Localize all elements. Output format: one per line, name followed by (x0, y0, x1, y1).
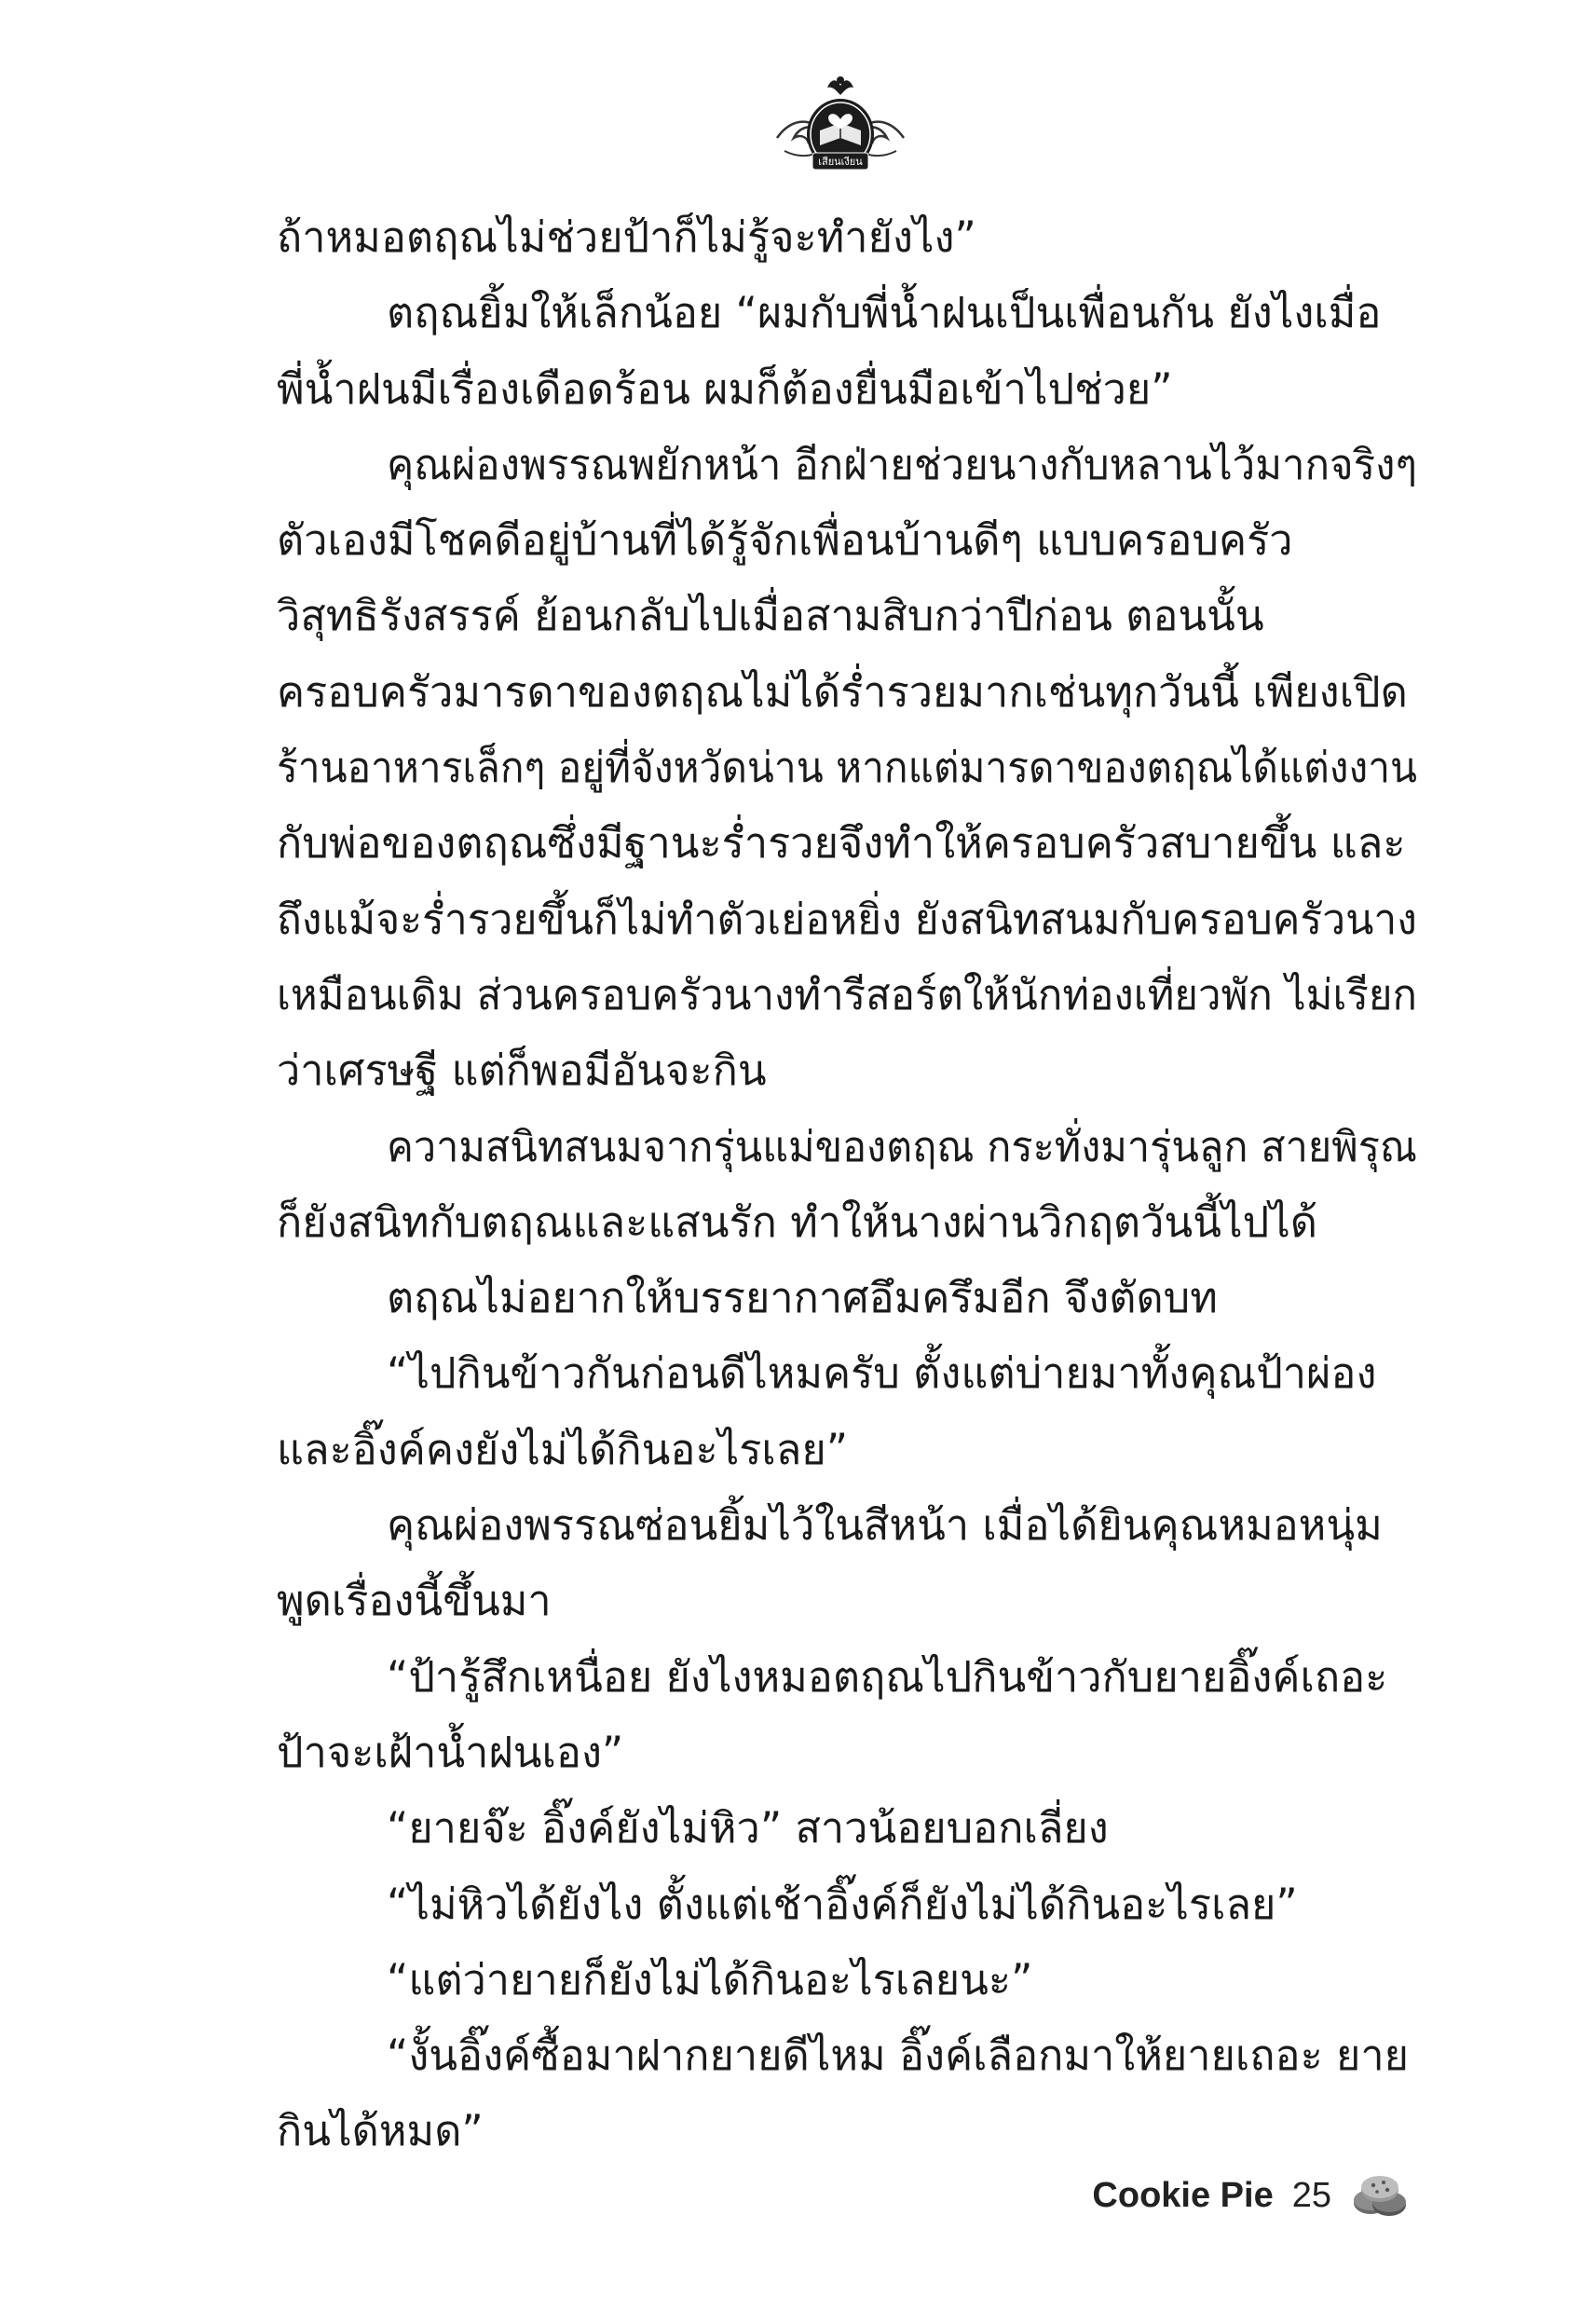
text-line: และอิ๊งค์คงยังไม่ได้กินอะไรเลย” (277, 1424, 849, 1474)
text-line: “ป้ารู้สึกเหนื่อย ยังไงหมอตฤณไปกินข้าวกับยายอิ๊งค์เถอะ (387, 1651, 1388, 1702)
ornamental-crest-icon (771, 73, 909, 177)
text-line: คุณผ่องพรรณซ่อนยิ้มไว้ในสีหน้า เมื่อได้ยินคุณหมอหนุ่ม (387, 1500, 1383, 1551)
footer-title: Cookie Pie (1092, 2175, 1274, 2215)
text-line: ก็ยังสนิทกับตฤณและแสนรัก ทำให้นางผ่านวิกฤตวันนี้ไปได้ (277, 1197, 1318, 1247)
text-line: ถ้าหมอตฤณไม่ช่วยป้าก็ไม่รู้จะทำยังไง” (277, 212, 976, 262)
text-line: ตัวเองมีโชคดีอยู่บ้านที่ได้รู้จักเพื่อนบ้านดีๆ แบบครอบครัว (277, 515, 1293, 566)
text-line: ร้านอาหารเล็กๆ อยู่ที่จังหวัดน่าน หากแต่มารดาของตฤณได้แต่งงาน (277, 743, 1418, 793)
page-number: 25 (1291, 2175, 1331, 2215)
page-footer (1092, 2167, 1410, 2223)
body-text (277, 199, 1417, 2169)
text-line: เหมือนเดิม ส่วนครอบครัวนางทำรีสอร์ตให้นักท่องเที่ยวพัก ไม่เรียก (277, 969, 1417, 1019)
text-line: “ยายจ๊ะ อิ๊งค์ยังไม่หิว” สาวน้อยบอกเลี่ยง (387, 1803, 1109, 1853)
text-line: “ไม่หิวได้ยังไง ตั้งแต่เช้าอิ๊งค์ก็ยังไม่ได้กินอะไรเลย” (387, 1879, 1298, 1929)
text-line: ป้าจะเฝ้าน้ำฝนเอง” (277, 1727, 624, 1777)
text-line: “ไปกินข้าวกันก่อนดีไหมครับ ตั้งแต่บ่ายมาทั้งคุณป้าผ่อง (387, 1348, 1377, 1399)
text-line: กับพ่อของตฤณซึ่งมีฐานะร่ำรวยจึงทำให้ครอบครัวสบายขึ้น และ (277, 818, 1406, 868)
text-line: “งั้นอิ๊งค์ซื้อมาฝากยายดีไหม อิ๊งค์เลือกมาให้ยายเถอะ ยาย (387, 2031, 1410, 2081)
text-line: ตฤณไม่อยากให้บรรยากาศอึมครึมอีก จึงตัดบท (387, 1273, 1218, 1323)
text-line: กินได้หมด” (277, 2106, 484, 2156)
text-line: ตฤณยิ้มให้เล็กน้อย “ผมกับพี่น้ำฝนเป็นเพื่อนกัน ยังไงเมื่อ (387, 288, 1382, 338)
cookie-stack-icon (1350, 2171, 1410, 2220)
text-line: “แต่ว่ายายก็ยังไม่ได้กินอะไรเลยนะ” (387, 1954, 1033, 2004)
text-line: วิสุทธิรังสรรค์ ย้อนกลับไปเมื่อสามสิบกว่าปีก่อน ตอนนั้น (277, 591, 1264, 641)
text-line: ว่าเศรษฐี แต่ก็พอมีอันจะกิน (277, 1046, 767, 1096)
text-line: ครอบครัวมารดาของตฤณไม่ได้ร่ำรวยมากเช่นทุกวันนี้ เพียงเปิด (277, 666, 1408, 717)
text-line: พี่น้ำฝนมีเรื่องเดือดร้อน ผมก็ต้องยื่นมือเข้าไปช่วย” (277, 363, 1173, 414)
text-line: ความสนิทสนมจากรุ่นแม่ของตฤณ กระทั่งมารุ่นลูก สายพิรุณ (387, 1121, 1418, 1171)
text-line: ถึงแม้จะร่ำรวยขึ้นก็ไม่ทำตัวเย่อหยิ่ง ยังสนิทสนมกับครอบครัวนาง (277, 894, 1417, 944)
logo-text: เสียนเงียน (818, 156, 863, 168)
text-line: พูดเรื่องนี้ขึ้นมา (277, 1576, 552, 1626)
text-line: คุณผ่องพรรณพยักหน้า อีกฝ่ายช่วยนางกับหลานไว้มากจริงๆ (387, 439, 1417, 489)
